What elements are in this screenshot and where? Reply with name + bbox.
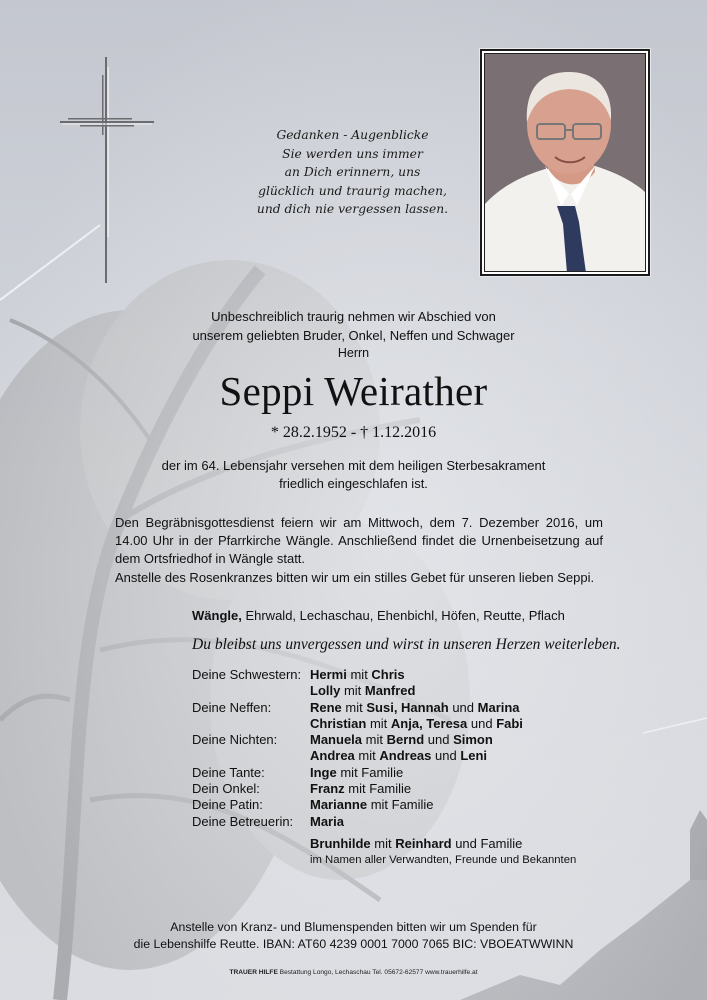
family-row (192, 797, 523, 813)
family-member-name: Fabi (496, 715, 523, 731)
family-relation: Deine Betreuerin: (192, 813, 294, 829)
family-row (192, 748, 523, 764)
family-member-name: Inge (310, 764, 337, 780)
family-member-name: Manfred (364, 683, 416, 699)
family-names (310, 683, 415, 699)
poem-line: Gedanken - Augenblicke (276, 128, 429, 142)
donation-note (0, 919, 707, 952)
family-names (310, 781, 411, 797)
family-connector: mit (366, 715, 391, 731)
family-names (310, 797, 434, 813)
family-names (310, 748, 487, 764)
intro-line: Unbeschreiblich traurig nehmen wir Abschied von (211, 309, 496, 324)
intro-line: unserem geliebten Bruder, Onkel, Neffen und Schwager (192, 328, 515, 343)
funeral-announcement: Den Begräbnisgottesdienst feiern wir am Mittwoch, dem 7. Dezember 2016, um 14.00 Uhr in der Pfarrkirche Wängle. Anschließend findet die Urnenbeisetzung auf dem Ortsfriedhof in Wängle statt. (115, 515, 603, 566)
family-connector: und (448, 699, 478, 715)
family-row (192, 683, 523, 699)
family-row (192, 765, 523, 781)
footer-brand: TRAUER HILFE (229, 969, 278, 976)
family-list (192, 667, 523, 830)
family-row (192, 781, 523, 797)
portrait-frame (480, 49, 650, 276)
family-relation: Deine Tante: (192, 764, 265, 780)
poem-line: an Dich erinnern, uns (284, 165, 421, 180)
family-relation: Deine Nichten: (192, 732, 278, 748)
poem-line: Sie werden uns immer (282, 146, 423, 161)
family-connector: mit (346, 667, 372, 682)
family-names (310, 814, 344, 830)
family-connector: und (424, 732, 454, 748)
sakrament-text (0, 457, 707, 493)
parish-primary: Wängle, (192, 608, 242, 623)
family-member-name: Rene (310, 699, 342, 715)
family-connector: und Familie (451, 836, 523, 851)
family-names (310, 732, 493, 748)
portrait-photo (484, 53, 646, 272)
footer (0, 969, 707, 976)
family-relation: Deine Neffen: (192, 699, 272, 715)
footer-contact: Bestattung Longo, Lechaschau Tel. 05672-62577 www.trauerhilfe.at (277, 969, 478, 976)
life-dates: * 28.2.1952 - † 1.12.2016 (270, 424, 437, 441)
parish-others: Ehrwald, Lechaschau, Ehenbichl, Höfen, Reutte, Pflach (241, 608, 565, 623)
family-relation (192, 716, 310, 732)
family-connector: mit Familie (344, 781, 412, 797)
family-row (192, 814, 523, 830)
family-member-name: Manuela (310, 732, 363, 748)
family-extra-note: im Namen aller Verwandten, Freunde und Bekannten (310, 854, 577, 866)
family-connector: mit (354, 748, 380, 764)
cross-icon (60, 57, 154, 287)
family-relation (192, 748, 310, 764)
family-member-name: Brunhilde (310, 836, 371, 851)
family-names (310, 716, 523, 732)
family-member-name: Marianne (310, 797, 368, 813)
family-member-name: Simon (453, 732, 493, 748)
family-member-name: Chris (371, 667, 405, 682)
family-relation: Dein Onkel: (192, 781, 260, 797)
parish-list (192, 608, 565, 623)
family-connector: mit Familie (336, 764, 404, 780)
family-member-name: Lolly (310, 683, 341, 699)
memorial-quote: Du bleibst uns unvergessen und wirst in unseren Herzen weiterleben. (192, 636, 621, 653)
family-connector: mit Familie (367, 797, 434, 813)
family-row (192, 732, 523, 748)
family-connector: mit (341, 699, 367, 715)
poem-line: und dich nie vergessen lassen. (256, 202, 449, 217)
family-connector: mit (340, 683, 365, 699)
family-extra (310, 835, 576, 869)
family-connector: mit (370, 836, 396, 851)
family-relation (192, 683, 310, 699)
family-member-name: Christian (310, 715, 367, 731)
family-member-name: Marina (477, 699, 520, 715)
donation-line: die Lebenshilfe Reutte. IBAN: AT60 4239 0001 7000 7065 BIC: VBOEATWWINN (133, 936, 574, 951)
family-row (192, 716, 523, 732)
intro-text (0, 307, 707, 345)
deceased-name: Seppi Weirather (219, 368, 488, 414)
family-connector: mit (362, 732, 387, 748)
family-names (310, 667, 405, 683)
family-names (310, 765, 403, 781)
family-member-name: Bernd (386, 732, 425, 748)
family-member-name: Leni (460, 748, 488, 764)
family-member-name: Andrea (310, 748, 355, 764)
family-member-name: Hermi (310, 667, 347, 682)
family-member-name: Maria (310, 813, 344, 829)
sakrament-line: friedlich eingeschlafen ist. (279, 476, 428, 491)
family-connector: und (467, 715, 497, 731)
family-member-name: Anja, Teresa (390, 715, 468, 731)
family-relation: Deine Patin: (192, 797, 263, 813)
family-member-name: Reinhard (395, 836, 452, 851)
family-connector: und (431, 748, 461, 764)
sakrament-line: der im 64. Lebensjahr versehen mit dem heiligen Sterbesakrament (161, 458, 546, 473)
rosary-note: Anstelle des Rosenkranzes bitten wir um ein stilles Gebet für unseren lieben Seppi. (115, 570, 595, 585)
family-extra-line (310, 835, 576, 852)
family-member-name: Susi, Hannah (366, 699, 449, 715)
poem-line: glücklich und traurig machen, (258, 183, 447, 198)
donation-line: Anstelle von Kranz- und Blumenspenden bitten wir um Spenden für (170, 920, 537, 934)
family-row (192, 667, 523, 683)
family-names (310, 700, 520, 716)
salutation: Herrn (337, 346, 370, 360)
memorial-poem (240, 126, 465, 219)
family-relation: Deine Schwestern: (192, 667, 302, 682)
family-member-name: Andreas (379, 748, 432, 764)
family-row (192, 700, 523, 716)
family-member-name: Franz (310, 781, 345, 797)
